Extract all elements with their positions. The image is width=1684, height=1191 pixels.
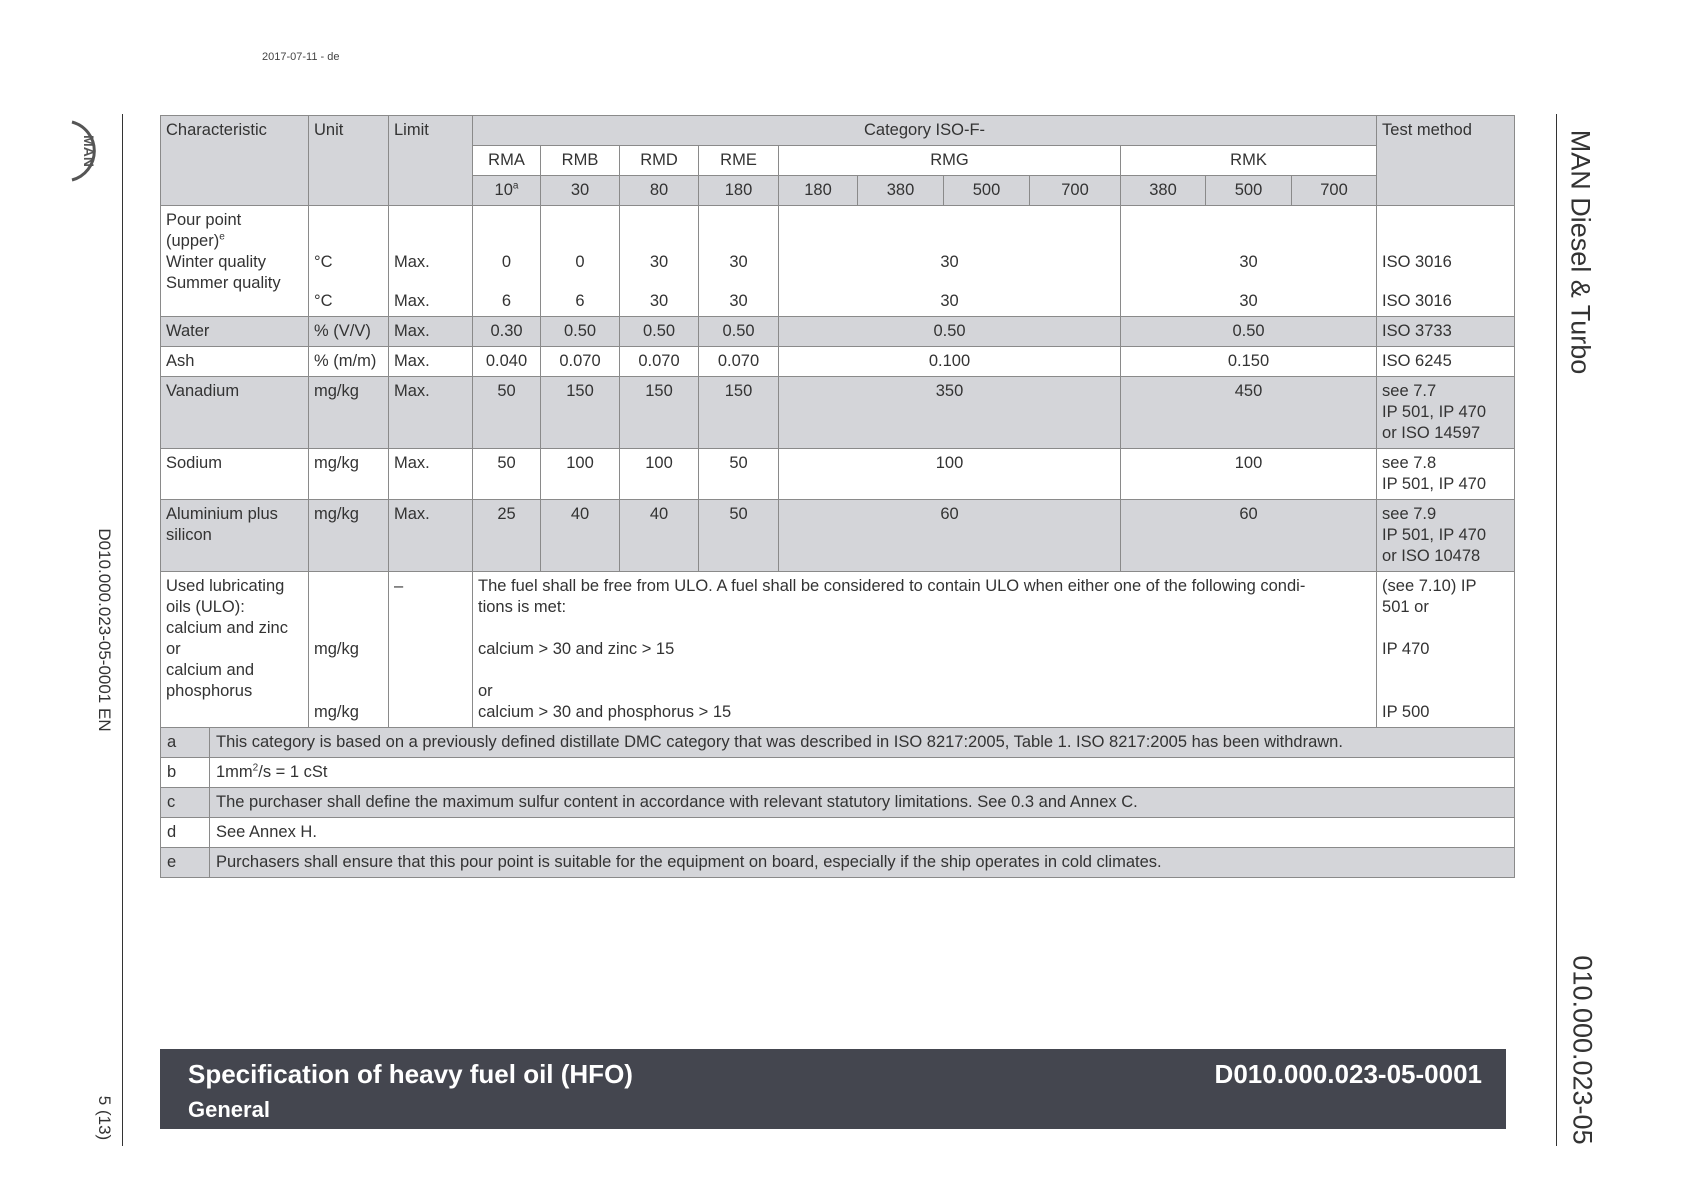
footnote-text: This category is based on a previously defined distillate DMC category that was described in ISO 8217:2005, Table 1. ISO 8217:2005 has been withdrawn. — [210, 728, 1515, 758]
sodium-rmk: 100 — [1121, 449, 1377, 500]
man-logo — [66, 118, 106, 184]
ash-limit: Max. — [389, 347, 473, 377]
pour-point-rmb: 0 6 — [541, 206, 620, 317]
pour-point-label — [161, 206, 309, 317]
aluminium-rmb: 40 — [541, 500, 620, 572]
side-document-code: 010.000.023-05 — [1567, 955, 1598, 1145]
grade-rma-value: 10 — [494, 181, 513, 199]
grade-rmb: 30 — [541, 176, 620, 206]
ash-rmd: 0.070 — [620, 347, 699, 377]
ulo-label: Used lubricating oils (ULO): calcium and zinc or calcium and phosphorus — [161, 572, 309, 728]
footnote-key: b — [161, 758, 210, 788]
ulo-unit: mg/kg mg/kg — [309, 572, 389, 728]
row-used-lubricating-oils — [161, 572, 1515, 728]
ash-rme: 0.070 — [699, 347, 779, 377]
sodium-rma: 50 — [473, 449, 541, 500]
row-vanadium — [161, 377, 1515, 449]
footnote-row — [161, 728, 1515, 758]
header-limit: Limit — [389, 116, 473, 206]
ulo-test: (see 7.10) IP 501 or IP 470 IP 500 — [1377, 572, 1515, 728]
sodium-rmd: 100 — [620, 449, 699, 500]
water-rmk: 0.50 — [1121, 317, 1377, 347]
left-rule — [122, 114, 123, 1146]
sodium-limit: Max. — [389, 449, 473, 500]
header-category: Category ISO-F- — [473, 116, 1377, 146]
vanadium-rmb: 150 — [541, 377, 620, 449]
grade-rme: 180 — [699, 176, 779, 206]
group-rma: RMA — [473, 146, 541, 176]
side-brand-name: MAN Diesel & Turbo — [1565, 129, 1596, 375]
water-rmd: 0.50 — [620, 317, 699, 347]
pour-point-summer-label: Summer quality — [166, 274, 281, 292]
footnote-text: $1mm^2/s = 1$ cSt — [210, 758, 1515, 788]
vanadium-rme: 150 — [699, 377, 779, 449]
pour-point-test: ISO 3016 ISO 3016 — [1377, 206, 1515, 317]
water-rmb: 0.50 — [541, 317, 620, 347]
aluminium-label: Aluminium plus silicon — [161, 500, 309, 572]
vanadium-test: see 7.7 IP 501, IP 470 or ISO 14597 — [1377, 377, 1515, 449]
sodium-label: Sodium — [161, 449, 309, 500]
header-characteristic: Characteristic — [161, 116, 309, 206]
ulo-limit: – — [389, 572, 473, 728]
aluminium-rme: 50 — [699, 500, 779, 572]
pour-point-rmd: 30 30 — [620, 206, 699, 317]
pour-point-unit: °C °C — [309, 206, 389, 317]
footnote-text: Purchasers shall ensure that this pour point is suitable for the equipment on board, especially if the ship operates in cold climates. — [210, 848, 1515, 878]
row-pour-point — [161, 206, 1515, 317]
pour-point-limit: Max. Max. — [389, 206, 473, 317]
row-sodium — [161, 449, 1515, 500]
vanadium-unit: mg/kg — [309, 377, 389, 449]
footer-document-code: D010.000.023-05-0001 — [1214, 1059, 1482, 1089]
vanadium-rmg: 350 — [779, 377, 1121, 449]
ash-rma: 0.040 — [473, 347, 541, 377]
grade-rmg-700: 700 — [1030, 176, 1121, 206]
hfo-specification-table — [160, 115, 1515, 878]
sodium-unit: mg/kg — [309, 449, 389, 500]
footnote-text: See Annex H. — [210, 818, 1515, 848]
footnote-row — [161, 788, 1515, 818]
ash-test: ISO 6245 — [1377, 347, 1515, 377]
header-test-method: Test method — [1377, 116, 1515, 206]
footnote-row — [161, 848, 1515, 878]
row-aluminium-silicon — [161, 500, 1515, 572]
grade-rmd: 80 — [620, 176, 699, 206]
pour-point-rma: 0 6 — [473, 206, 541, 317]
water-label: Water — [161, 317, 309, 347]
footnote-key: a — [161, 728, 210, 758]
ash-rmg: 0.100 — [779, 347, 1121, 377]
row-water — [161, 317, 1515, 347]
footnote-key: e — [161, 848, 210, 878]
logo-text: MAN — [81, 135, 97, 167]
grade-rmk-500: 500 — [1206, 176, 1292, 206]
grade-rmg-380: 380 — [858, 176, 944, 206]
right-rule — [1556, 114, 1557, 1146]
header-unit: Unit — [309, 116, 389, 206]
row-ash — [161, 347, 1515, 377]
header-row-groups-top — [161, 116, 1515, 146]
vanadium-limit: Max. — [389, 377, 473, 449]
footer-banner — [160, 1049, 1506, 1129]
footer-subtitle: General — [188, 1097, 270, 1122]
grade-rmk-700: 700 — [1292, 176, 1377, 206]
aluminium-rmk: 60 — [1121, 500, 1377, 572]
sodium-rme: 50 — [699, 449, 779, 500]
footnote-text: The purchaser shall define the maximum sulfur content in accordance with relevant statutory limitations. See 0.3 and Annex C. — [210, 788, 1515, 818]
sodium-rmb: 100 — [541, 449, 620, 500]
vanadium-rma: 50 — [473, 377, 541, 449]
group-rmk: RMK — [1121, 146, 1377, 176]
water-limit: Max. — [389, 317, 473, 347]
grade-rmg-180: 180 — [779, 176, 858, 206]
aluminium-rmg: 60 — [779, 500, 1121, 572]
water-rma: 0.30 — [473, 317, 541, 347]
vanadium-rmk: 450 — [1121, 377, 1377, 449]
footnote-row — [161, 818, 1515, 848]
grade-rma-footnote: a — [512, 180, 519, 192]
ash-unit: % (m/m) — [309, 347, 389, 377]
footnote-key: c — [161, 788, 210, 818]
ash-rmk: 0.150 — [1121, 347, 1377, 377]
ash-label: Ash — [161, 347, 309, 377]
side-document-id: D010.000.023-05-0001 EN — [95, 528, 114, 732]
pour-point-rmk: 30 30 — [1121, 206, 1377, 317]
footer-title: Specification of heavy fuel oil (HFO) — [188, 1059, 633, 1089]
document-date: 2017-07-11 - de — [262, 51, 340, 63]
ulo-conditions: The fuel shall be free from ULO. A fuel shall be considered to contain ULO when either one of the following condi- tions is met: calcium > 30 and zinc > 15 or calcium > 30 and phosphorus > 15 — [473, 572, 1377, 728]
sodium-test: see 7.8 IP 501, IP 470 — [1377, 449, 1515, 500]
vanadium-rmd: 150 — [620, 377, 699, 449]
aluminium-unit: mg/kg — [309, 500, 389, 572]
ash-rmb: 0.070 — [541, 347, 620, 377]
aluminium-rma: 25 — [473, 500, 541, 572]
grade-rmg-500: 500 — [944, 176, 1030, 206]
group-rmd: RMD — [620, 146, 699, 176]
water-rme: 0.50 — [699, 317, 779, 347]
pour-point-label-2: (upper)$^e$ — [166, 231, 225, 250]
pour-point-winter-label: Winter quality — [166, 253, 266, 271]
water-unit: % (V/V) — [309, 317, 389, 347]
aluminium-rmd: 40 — [620, 500, 699, 572]
group-rmb: RMB — [541, 146, 620, 176]
water-rmg: 0.50 — [779, 317, 1121, 347]
aluminium-test: see 7.9 IP 501, IP 470 or ISO 10478 — [1377, 500, 1515, 572]
aluminium-limit: Max. — [389, 500, 473, 572]
pour-point-label-1: Pour point — [166, 211, 242, 229]
group-rmg: RMG — [779, 146, 1121, 176]
water-test: ISO 3733 — [1377, 317, 1515, 347]
grade-rma — [473, 176, 541, 206]
pour-point-rmg: 30 30 — [779, 206, 1121, 317]
sodium-rmg: 100 — [779, 449, 1121, 500]
group-rme: RME — [699, 146, 779, 176]
footnote-row — [161, 758, 1515, 788]
grade-rmk-380: 380 — [1121, 176, 1206, 206]
page-number: 5 (13) — [95, 1095, 114, 1141]
footnote-key: d — [161, 818, 210, 848]
vanadium-label: Vanadium — [161, 377, 309, 449]
pour-point-rme: 30 30 — [699, 206, 779, 317]
